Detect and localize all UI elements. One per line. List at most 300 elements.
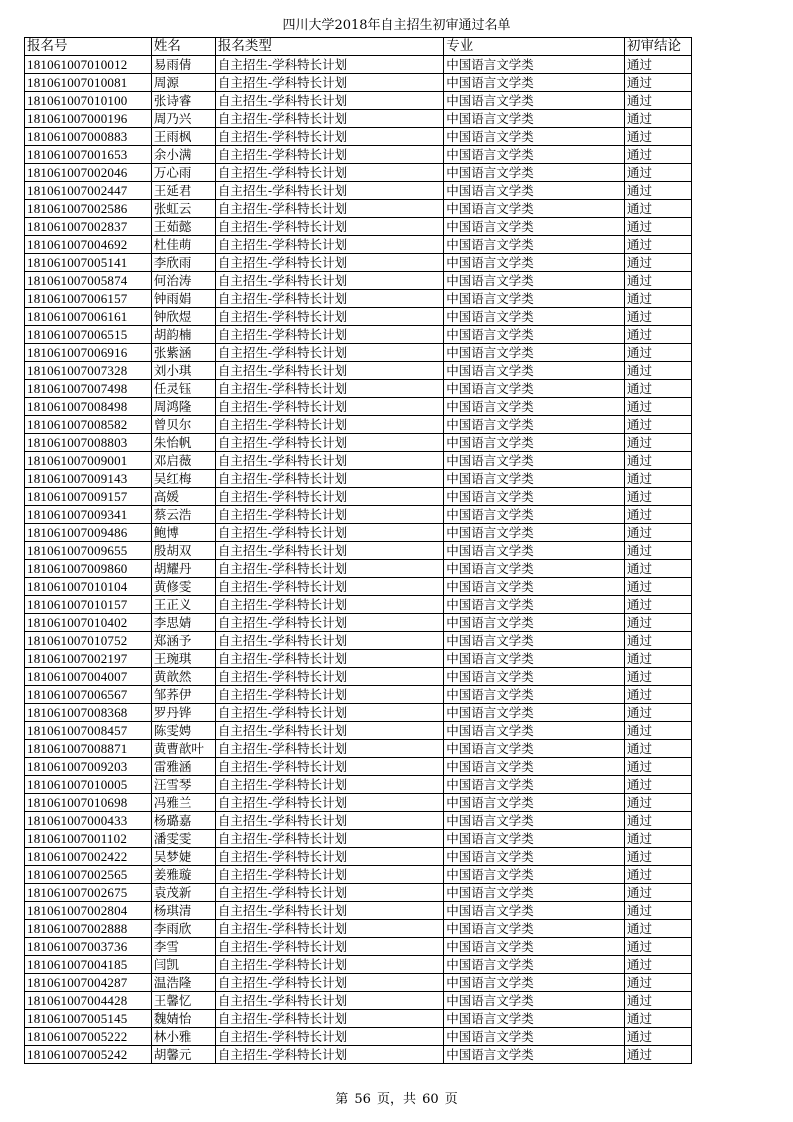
table-row [25, 362, 692, 380]
table-row [25, 434, 692, 452]
table-row [25, 614, 692, 632]
table-row [25, 398, 692, 416]
major-cell: 中国语言文学类 [444, 380, 625, 398]
table-row [25, 776, 692, 794]
student-name-cell: 罗丹铧 [151, 704, 215, 722]
registration-id-cell: 181061007002586 [25, 200, 152, 218]
column-header-major: 专业 [444, 38, 625, 56]
student-name-cell: 杨琪清 [151, 902, 215, 920]
student-name-cell: 万心雨 [151, 164, 215, 182]
review-result-cell: 通过 [624, 740, 691, 758]
application-type-cell: 自主招生-学科特长计划 [215, 272, 443, 290]
registration-id-cell: 181061007005141 [25, 254, 152, 272]
review-result-cell: 通过 [624, 866, 691, 884]
application-type-cell: 自主招生-学科特长计划 [215, 956, 443, 974]
table-row [25, 596, 692, 614]
review-result-cell: 通过 [624, 542, 691, 560]
major-cell: 中国语言文学类 [444, 92, 625, 110]
student-name-cell: 王正义 [151, 596, 215, 614]
registration-id-cell: 181061007002422 [25, 848, 152, 866]
application-type-cell: 自主招生-学科特长计划 [215, 866, 443, 884]
table-row [25, 668, 692, 686]
review-result-cell: 通过 [624, 794, 691, 812]
application-type-cell: 自主招生-学科特长计划 [215, 254, 443, 272]
table-row [25, 470, 692, 488]
application-type-cell: 自主招生-学科特长计划 [215, 830, 443, 848]
table-row [25, 308, 692, 326]
table-row [25, 218, 692, 236]
registration-id-cell: 181061007009655 [25, 542, 152, 560]
student-name-cell: 雷雅涵 [151, 758, 215, 776]
table-row [25, 830, 692, 848]
student-name-cell: 温浩隆 [151, 974, 215, 992]
student-name-cell: 蔡云浩 [151, 506, 215, 524]
major-cell: 中国语言文学类 [444, 308, 625, 326]
application-type-cell: 自主招生-学科特长计划 [215, 776, 443, 794]
column-header-application-type: 报名类型 [215, 38, 443, 56]
application-type-cell: 自主招生-学科特长计划 [215, 128, 443, 146]
registration-id-cell: 181061007009860 [25, 560, 152, 578]
major-cell: 中国语言文学类 [444, 128, 625, 146]
review-result-cell: 通过 [624, 956, 691, 974]
application-type-cell: 自主招生-学科特长计划 [215, 704, 443, 722]
registration-id-cell: 181061007000433 [25, 812, 152, 830]
student-name-cell: 何治涛 [151, 272, 215, 290]
table-row [25, 1010, 692, 1028]
student-name-cell: 张虹云 [151, 200, 215, 218]
major-cell: 中国语言文学类 [444, 182, 625, 200]
student-name-cell: 陈雯娉 [151, 722, 215, 740]
review-result-cell: 通过 [624, 362, 691, 380]
review-result-cell: 通过 [624, 110, 691, 128]
application-type-cell: 自主招生-学科特长计划 [215, 938, 443, 956]
major-cell: 中国语言文学类 [444, 938, 625, 956]
registration-id-cell: 181061007006157 [25, 290, 152, 308]
application-type-cell: 自主招生-学科特长计划 [215, 344, 443, 362]
review-result-cell: 通过 [624, 470, 691, 488]
review-result-cell: 通过 [624, 974, 691, 992]
application-type-cell: 自主招生-学科特长计划 [215, 812, 443, 830]
table-row [25, 164, 692, 182]
student-name-cell: 张紫涵 [151, 344, 215, 362]
registration-id-cell: 181061007004428 [25, 992, 152, 1010]
table-row [25, 182, 692, 200]
student-name-cell: 李雪 [151, 938, 215, 956]
major-cell: 中国语言文学类 [444, 974, 625, 992]
student-name-cell: 杜佳萌 [151, 236, 215, 254]
registration-id-cell: 181061007009341 [25, 506, 152, 524]
student-name-cell: 周源 [151, 74, 215, 92]
student-name-cell: 李欣雨 [151, 254, 215, 272]
registration-id-cell: 181061007000196 [25, 110, 152, 128]
student-name-cell: 黄歆然 [151, 668, 215, 686]
review-result-cell: 通过 [624, 74, 691, 92]
review-result-cell: 通过 [624, 92, 691, 110]
student-name-cell: 闫凯 [151, 956, 215, 974]
table-row [25, 704, 692, 722]
application-type-cell: 自主招生-学科特长计划 [215, 1028, 443, 1046]
registration-id-cell: 181061007002197 [25, 650, 152, 668]
review-result-cell: 通过 [624, 668, 691, 686]
application-type-cell: 自主招生-学科特长计划 [215, 56, 443, 74]
major-cell: 中国语言文学类 [444, 452, 625, 470]
major-cell: 中国语言文学类 [444, 848, 625, 866]
table-row [25, 992, 692, 1010]
major-cell: 中国语言文学类 [444, 416, 625, 434]
registration-id-cell: 181061007008582 [25, 416, 152, 434]
major-cell: 中国语言文学类 [444, 146, 625, 164]
registration-id-cell: 181061007010104 [25, 578, 152, 596]
registration-id-cell: 181061007006515 [25, 326, 152, 344]
page-title: 四川大学2018年自主招生初审通过名单 [282, 18, 511, 33]
registration-id-cell: 181061007005242 [25, 1046, 152, 1064]
registration-id-cell: 181061007005874 [25, 272, 152, 290]
application-type-cell: 自主招生-学科特长计划 [215, 740, 443, 758]
registration-id-cell: 181061007002046 [25, 164, 152, 182]
column-header-registration-id: 报名号 [25, 38, 152, 56]
major-cell: 中国语言文学类 [444, 200, 625, 218]
major-cell: 中国语言文学类 [444, 254, 625, 272]
review-result-cell: 通过 [624, 416, 691, 434]
student-name-cell: 张诗睿 [151, 92, 215, 110]
review-result-cell: 通过 [624, 164, 691, 182]
application-type-cell: 自主招生-学科特长计划 [215, 542, 443, 560]
review-result-cell: 通过 [624, 650, 691, 668]
student-name-cell: 高媛 [151, 488, 215, 506]
table-row [25, 956, 692, 974]
major-cell: 中国语言文学类 [444, 218, 625, 236]
application-type-cell: 自主招生-学科特长计划 [215, 1046, 443, 1064]
review-result-cell: 通过 [624, 920, 691, 938]
review-result-cell: 通过 [624, 686, 691, 704]
registration-id-cell: 181061007001653 [25, 146, 152, 164]
student-name-cell: 吴梦婕 [151, 848, 215, 866]
student-name-cell: 黄修雯 [151, 578, 215, 596]
major-cell: 中国语言文学类 [444, 488, 625, 506]
review-result-cell: 通过 [624, 758, 691, 776]
major-cell: 中国语言文学类 [444, 812, 625, 830]
review-result-cell: 通过 [624, 1010, 691, 1028]
review-result-cell: 通过 [624, 344, 691, 362]
major-cell: 中国语言文学类 [444, 704, 625, 722]
review-result-cell: 通过 [624, 506, 691, 524]
table-row [25, 416, 692, 434]
application-type-cell: 自主招生-学科特长计划 [215, 236, 443, 254]
review-result-cell: 通过 [624, 308, 691, 326]
table-row [25, 344, 692, 362]
application-type-cell: 自主招生-学科特长计划 [215, 650, 443, 668]
student-name-cell: 钟雨娟 [151, 290, 215, 308]
table-row [25, 200, 692, 218]
major-cell: 中国语言文学类 [444, 470, 625, 488]
application-type-cell: 自主招生-学科特长计划 [215, 722, 443, 740]
major-cell: 中国语言文学类 [444, 920, 625, 938]
student-name-cell: 李思婧 [151, 614, 215, 632]
table-row [25, 524, 692, 542]
major-cell: 中国语言文学类 [444, 236, 625, 254]
registration-id-cell: 181061007008871 [25, 740, 152, 758]
review-result-cell: 通过 [624, 398, 691, 416]
table-row [25, 380, 692, 398]
review-result-cell: 通过 [624, 236, 691, 254]
registration-id-cell: 181061007009143 [25, 470, 152, 488]
registration-id-cell: 181061007002565 [25, 866, 152, 884]
registration-id-cell: 181061007009203 [25, 758, 152, 776]
major-cell: 中国语言文学类 [444, 632, 625, 650]
registration-id-cell: 181061007002675 [25, 884, 152, 902]
student-name-cell: 吴红梅 [151, 470, 215, 488]
application-type-cell: 自主招生-学科特长计划 [215, 758, 443, 776]
major-cell: 中国语言文学类 [444, 956, 625, 974]
student-name-cell: 魏婧怡 [151, 1010, 215, 1028]
application-type-cell: 自主招生-学科特长计划 [215, 560, 443, 578]
registration-id-cell: 181061007010081 [25, 74, 152, 92]
review-result-cell: 通过 [624, 272, 691, 290]
table-row [25, 902, 692, 920]
major-cell: 中国语言文学类 [444, 596, 625, 614]
table-row [25, 254, 692, 272]
registration-id-cell: 181061007007328 [25, 362, 152, 380]
major-cell: 中国语言文学类 [444, 164, 625, 182]
major-cell: 中国语言文学类 [444, 650, 625, 668]
table-row [25, 56, 692, 74]
application-type-cell: 自主招生-学科特长计划 [215, 920, 443, 938]
major-cell: 中国语言文学类 [444, 362, 625, 380]
major-cell: 中国语言文学类 [444, 398, 625, 416]
application-type-cell: 自主招生-学科特长计划 [215, 326, 443, 344]
table-body [25, 56, 692, 1064]
registration-id-cell: 181061007010100 [25, 92, 152, 110]
table-row [25, 74, 692, 92]
application-type-cell: 自主招生-学科特长计划 [215, 74, 443, 92]
major-cell: 中国语言文学类 [444, 992, 625, 1010]
registration-id-cell: 181061007001102 [25, 830, 152, 848]
student-name-cell: 朱怡帆 [151, 434, 215, 452]
review-result-cell: 通过 [624, 704, 691, 722]
column-header-review-result: 初审结论 [624, 38, 691, 56]
registration-id-cell: 181061007008803 [25, 434, 152, 452]
registration-id-cell: 181061007002837 [25, 218, 152, 236]
student-name-cell: 王馨忆 [151, 992, 215, 1010]
table-row [25, 236, 692, 254]
major-cell: 中国语言文学类 [444, 1046, 625, 1064]
table-row [25, 1028, 692, 1046]
major-cell: 中国语言文学类 [444, 272, 625, 290]
major-cell: 中国语言文学类 [444, 668, 625, 686]
student-name-cell: 潘雯雯 [151, 830, 215, 848]
student-name-cell: 冯雅兰 [151, 794, 215, 812]
student-name-cell: 周鸿隆 [151, 398, 215, 416]
review-result-cell: 通过 [624, 614, 691, 632]
major-cell: 中国语言文学类 [444, 560, 625, 578]
admission-table [24, 37, 692, 1064]
table-row [25, 128, 692, 146]
review-result-cell: 通过 [624, 290, 691, 308]
registration-id-cell: 181061007002447 [25, 182, 152, 200]
review-result-cell: 通过 [624, 218, 691, 236]
registration-id-cell: 181061007006161 [25, 308, 152, 326]
student-name-cell: 邹荞伊 [151, 686, 215, 704]
student-name-cell: 刘小琪 [151, 362, 215, 380]
registration-id-cell: 181061007009157 [25, 488, 152, 506]
student-name-cell: 袁茂新 [151, 884, 215, 902]
student-name-cell: 钟欣煜 [151, 308, 215, 326]
student-name-cell: 余小满 [151, 146, 215, 164]
major-cell: 中国语言文学类 [444, 506, 625, 524]
application-type-cell: 自主招生-学科特长计划 [215, 524, 443, 542]
application-type-cell: 自主招生-学科特长计划 [215, 992, 443, 1010]
registration-id-cell: 181061007000883 [25, 128, 152, 146]
major-cell: 中国语言文学类 [444, 794, 625, 812]
registration-id-cell: 181061007004007 [25, 668, 152, 686]
table-header-row [25, 38, 692, 56]
application-type-cell: 自主招生-学科特长计划 [215, 578, 443, 596]
review-result-cell: 通过 [624, 830, 691, 848]
application-type-cell: 自主招生-学科特长计划 [215, 362, 443, 380]
registration-id-cell: 181061007010005 [25, 776, 152, 794]
application-type-cell: 自主招生-学科特长计划 [215, 164, 443, 182]
table-row [25, 506, 692, 524]
student-name-cell: 王雨枫 [151, 128, 215, 146]
student-name-cell: 杨璐嘉 [151, 812, 215, 830]
application-type-cell: 自主招生-学科特长计划 [215, 1010, 443, 1028]
major-cell: 中国语言文学类 [444, 884, 625, 902]
review-result-cell: 通过 [624, 560, 691, 578]
application-type-cell: 自主招生-学科特长计划 [215, 632, 443, 650]
student-name-cell: 殷胡双 [151, 542, 215, 560]
table-row [25, 326, 692, 344]
table-row [25, 146, 692, 164]
review-result-cell: 通过 [624, 884, 691, 902]
registration-id-cell: 181061007002888 [25, 920, 152, 938]
review-result-cell: 通过 [624, 848, 691, 866]
table-row [25, 686, 692, 704]
major-cell: 中国语言文学类 [444, 326, 625, 344]
student-name-cell: 周乃兴 [151, 110, 215, 128]
registration-id-cell: 181061007010698 [25, 794, 152, 812]
application-type-cell: 自主招生-学科特长计划 [215, 308, 443, 326]
student-name-cell: 李雨欣 [151, 920, 215, 938]
registration-id-cell: 181061007002804 [25, 902, 152, 920]
student-name-cell: 胡馨元 [151, 1046, 215, 1064]
table-row [25, 938, 692, 956]
review-result-cell: 通过 [624, 254, 691, 272]
table-row [25, 560, 692, 578]
major-cell: 中国语言文学类 [444, 722, 625, 740]
major-cell: 中国语言文学类 [444, 740, 625, 758]
application-type-cell: 自主招生-学科特长计划 [215, 506, 443, 524]
review-result-cell: 通过 [624, 776, 691, 794]
registration-id-cell: 181061007004185 [25, 956, 152, 974]
major-cell: 中国语言文学类 [444, 686, 625, 704]
major-cell: 中国语言文学类 [444, 1010, 625, 1028]
major-cell: 中国语言文学类 [444, 758, 625, 776]
table-row [25, 578, 692, 596]
application-type-cell: 自主招生-学科特长计划 [215, 182, 443, 200]
major-cell: 中国语言文学类 [444, 578, 625, 596]
application-type-cell: 自主招生-学科特长计划 [215, 848, 443, 866]
registration-id-cell: 181061007006567 [25, 686, 152, 704]
student-name-cell: 郑涵予 [151, 632, 215, 650]
review-result-cell: 通过 [624, 488, 691, 506]
registration-id-cell: 181061007004692 [25, 236, 152, 254]
table-row [25, 488, 692, 506]
student-name-cell: 邓启薇 [151, 452, 215, 470]
application-type-cell: 自主招生-学科特长计划 [215, 596, 443, 614]
table-row [25, 650, 692, 668]
review-result-cell: 通过 [624, 812, 691, 830]
application-type-cell: 自主招生-学科特长计划 [215, 884, 443, 902]
student-name-cell: 汪雪琴 [151, 776, 215, 794]
student-name-cell: 胡耀丹 [151, 560, 215, 578]
table-row [25, 920, 692, 938]
table-row [25, 110, 692, 128]
review-result-cell: 通过 [624, 452, 691, 470]
application-type-cell: 自主招生-学科特长计划 [215, 92, 443, 110]
student-name-cell: 王茹懿 [151, 218, 215, 236]
registration-id-cell: 181061007010402 [25, 614, 152, 632]
major-cell: 中国语言文学类 [444, 542, 625, 560]
table-row [25, 542, 692, 560]
application-type-cell: 自主招生-学科特长计划 [215, 686, 443, 704]
student-name-cell: 胡韵楠 [151, 326, 215, 344]
registration-id-cell: 181061007009001 [25, 452, 152, 470]
major-cell: 中国语言文学类 [444, 1028, 625, 1046]
student-name-cell: 易雨倩 [151, 56, 215, 74]
review-result-cell: 通过 [624, 938, 691, 956]
application-type-cell: 自主招生-学科特长计划 [215, 902, 443, 920]
application-type-cell: 自主招生-学科特长计划 [215, 974, 443, 992]
table-row [25, 452, 692, 470]
major-cell: 中国语言文学类 [444, 524, 625, 542]
registration-id-cell: 181061007010752 [25, 632, 152, 650]
application-type-cell: 自主招生-学科特长计划 [215, 614, 443, 632]
table-row [25, 740, 692, 758]
review-result-cell: 通过 [624, 56, 691, 74]
application-type-cell: 自主招生-学科特长计划 [215, 146, 443, 164]
major-cell: 中国语言文学类 [444, 56, 625, 74]
student-name-cell: 林小雅 [151, 1028, 215, 1046]
student-name-cell: 黄曹歆叶 [151, 740, 215, 758]
table-row [25, 794, 692, 812]
review-result-cell: 通过 [624, 380, 691, 398]
review-result-cell: 通过 [624, 1046, 691, 1064]
student-name-cell: 曾贝尔 [151, 416, 215, 434]
review-result-cell: 通过 [624, 182, 691, 200]
review-result-cell: 通过 [624, 722, 691, 740]
table-row [25, 272, 692, 290]
registration-id-cell: 181061007009486 [25, 524, 152, 542]
column-header-name: 姓名 [151, 38, 215, 56]
registration-id-cell: 181061007003736 [25, 938, 152, 956]
review-result-cell: 通过 [624, 902, 691, 920]
review-result-cell: 通过 [624, 632, 691, 650]
student-name-cell: 王延君 [151, 182, 215, 200]
application-type-cell: 自主招生-学科特长计划 [215, 200, 443, 218]
review-result-cell: 通过 [624, 992, 691, 1010]
table-row [25, 92, 692, 110]
review-result-cell: 通过 [624, 578, 691, 596]
major-cell: 中国语言文学类 [444, 434, 625, 452]
table-row [25, 812, 692, 830]
major-cell: 中国语言文学类 [444, 614, 625, 632]
major-cell: 中国语言文学类 [444, 290, 625, 308]
registration-id-cell: 181061007008498 [25, 398, 152, 416]
review-result-cell: 通过 [624, 128, 691, 146]
review-result-cell: 通过 [624, 200, 691, 218]
application-type-cell: 自主招生-学科特长计划 [215, 668, 443, 686]
table-row [25, 1046, 692, 1064]
